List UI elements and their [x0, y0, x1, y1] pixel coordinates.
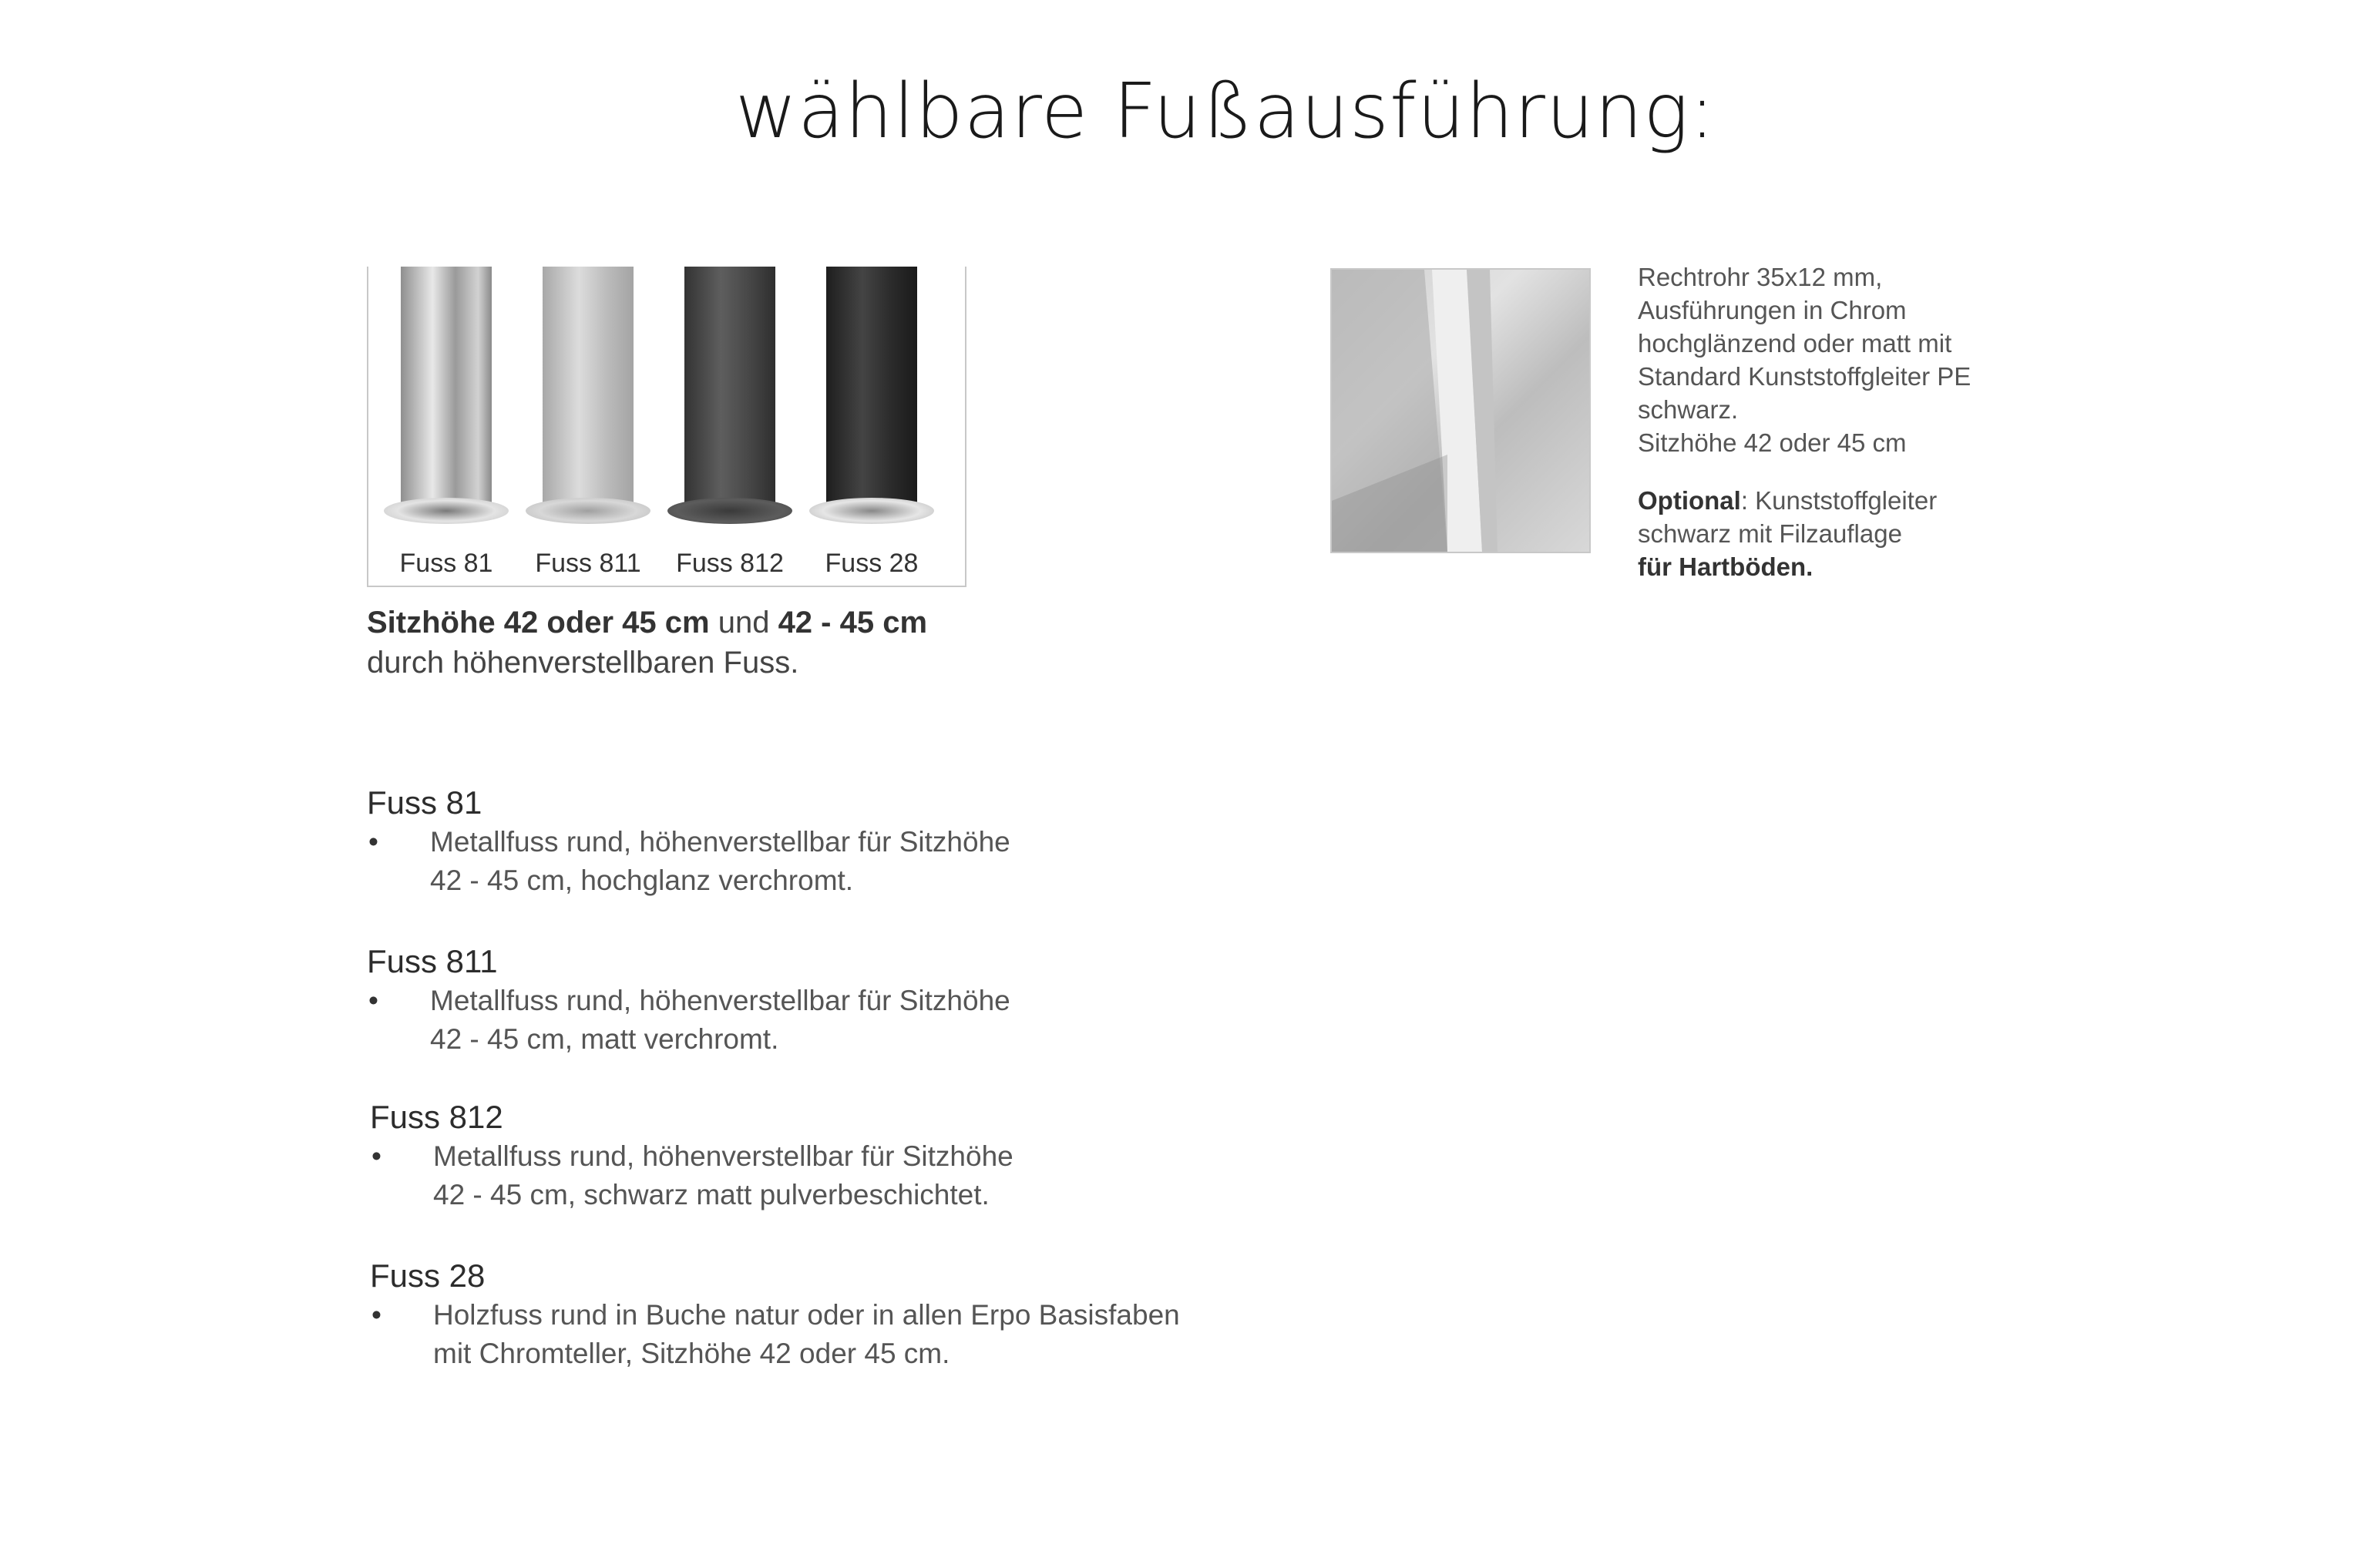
optional-bold: Optional — [1638, 486, 1741, 515]
description-heading: Fuss 811 — [367, 943, 498, 979]
bullet: • — [368, 985, 378, 1016]
description-fuss-811 — [367, 942, 1010, 1059]
right-line: Ausführungen in Chrom — [1638, 296, 1907, 324]
description-heading: Fuss 28 — [370, 1257, 486, 1294]
description-heading: Fuss 812 — [370, 1099, 503, 1135]
leg-tube — [401, 267, 492, 512]
optional-line-3-bold: für Hartböden. — [1638, 552, 1813, 581]
right-line: hochglänzend oder matt mit — [1638, 329, 1952, 358]
seat-height-mid: und — [709, 606, 778, 640]
leg-tube — [543, 267, 634, 512]
optional-line-1 — [1638, 484, 2069, 517]
leg-foot — [667, 498, 792, 524]
spacer — [1638, 459, 2069, 484]
page-title: wählbare Fußausführung: — [734, 68, 1716, 156]
leg-label: Fuss 812 — [676, 549, 784, 578]
seat-height-bold-2: 42 - 45 cm — [778, 606, 928, 640]
right-line: Sitzhöhe 42 oder 45 cm — [1638, 428, 1907, 457]
seat-height-line-2: durch höhenverstellbaren Fuss. — [367, 646, 799, 680]
leg-foot — [384, 498, 509, 524]
chrome-leg-illustration — [1332, 270, 1589, 552]
leg-foot — [526, 498, 650, 524]
description-fuss-812 — [370, 1097, 1013, 1214]
seat-height-bold-1: Sitzhöhe 42 oder 45 cm — [367, 606, 710, 640]
optional-line-3 — [1638, 550, 2069, 583]
right-line: Rechtrohr 35x12 mm, — [1638, 263, 1883, 291]
leg-label: Fuss 81 — [399, 549, 493, 578]
description-line-1: Metallfuss rund, höhenverstellbar für Sitzhöhe — [430, 985, 1010, 1016]
bullet: • — [371, 1140, 382, 1172]
bullet: • — [368, 826, 378, 858]
optional-rest: : Kunststoffgleiter — [1740, 486, 1938, 515]
seat-height-text — [367, 603, 927, 683]
description-line-1: Metallfuss rund, höhenverstellbar für Sitzhöhe — [430, 826, 1010, 858]
description-fuss-28 — [370, 1256, 1180, 1373]
leg-label: Fuss 28 — [825, 549, 919, 578]
description-line-2: 42 - 45 cm, schwarz matt pulverbeschichtet. — [433, 1179, 990, 1210]
description-fuss-81 — [367, 783, 1010, 900]
leg-foot — [809, 498, 934, 524]
optional-line-2: schwarz mit Filzauflage — [1638, 519, 1902, 548]
right-line: Standard Kunststoffgleiter PE — [1638, 362, 1971, 391]
leg-tube — [826, 267, 917, 512]
description-line-2: mit Chromteller, Sitzhöhe 42 oder 45 cm. — [433, 1338, 950, 1369]
leg-label: Fuss 811 — [535, 549, 641, 578]
bullet: • — [371, 1299, 382, 1331]
chrome-leg-image — [1330, 268, 1591, 553]
right-line: schwarz. — [1638, 395, 1739, 424]
description-line-1: Metallfuss rund, höhenverstellbar für Sitzhöhe — [433, 1140, 1013, 1172]
description-heading: Fuss 81 — [367, 784, 482, 821]
right-description — [1638, 260, 2069, 583]
leg-tube — [684, 267, 775, 512]
description-line-2: 42 - 45 cm, hochglanz verchromt. — [430, 865, 854, 896]
description-line-1: Holzfuss rund in Buche natur oder in allen Erpo Basisfaben — [433, 1299, 1180, 1331]
description-line-2: 42 - 45 cm, matt verchromt. — [430, 1023, 779, 1055]
legs-image-panel — [367, 267, 966, 587]
